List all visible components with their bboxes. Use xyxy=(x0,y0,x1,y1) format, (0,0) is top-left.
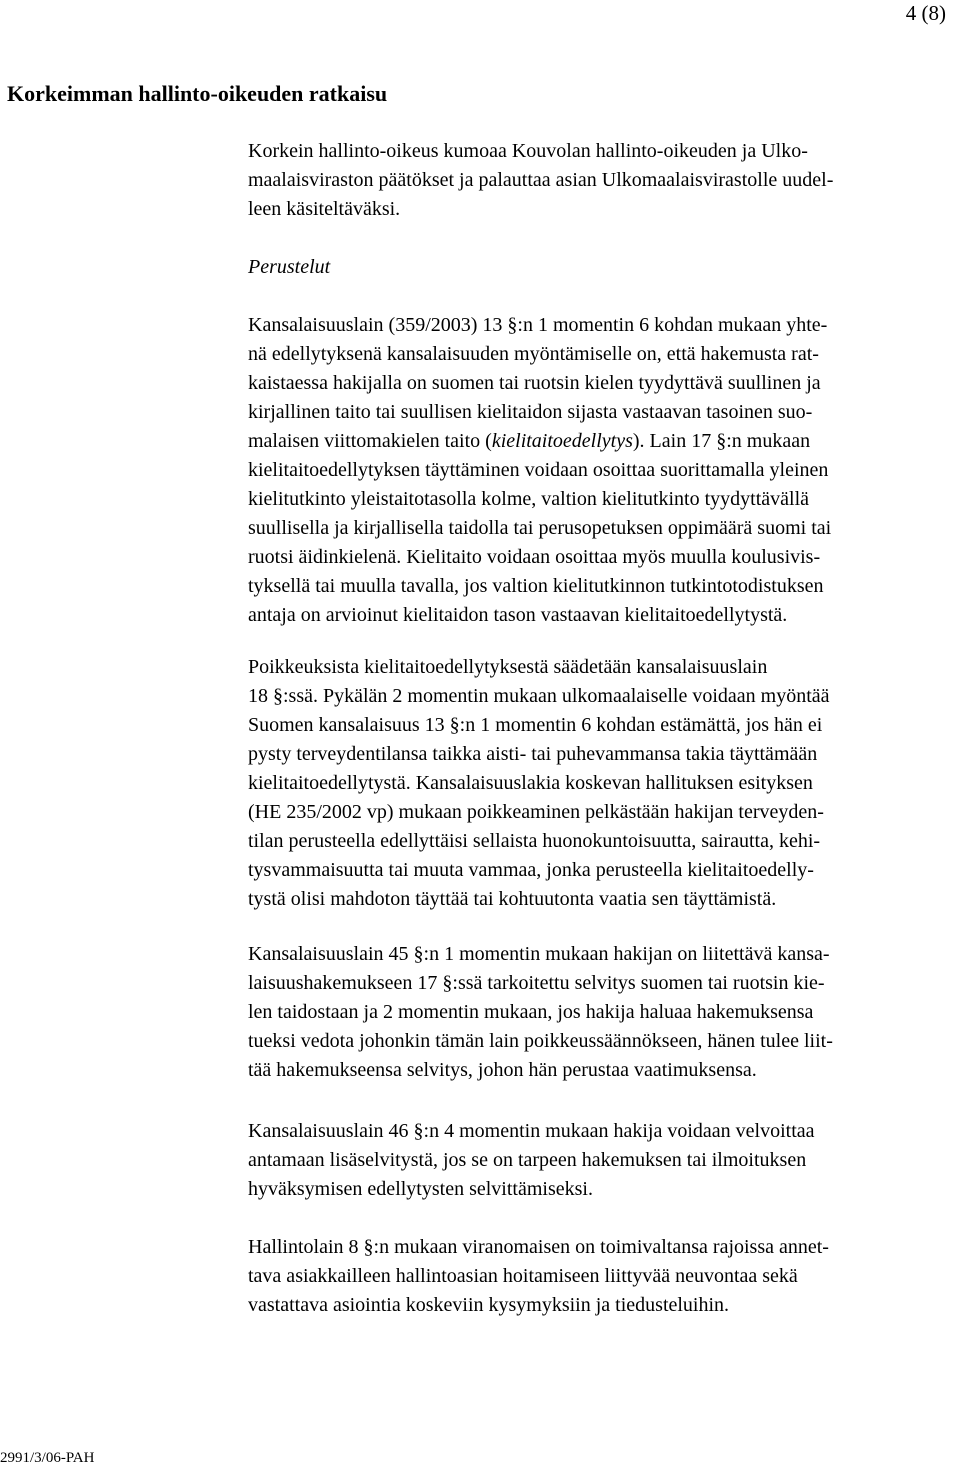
paragraph-2: Poikkeuksista kielitaitoedellytyksestä säädetään kansalaisuuslain 18 §:ssä. Pykälän 2 momentin mukaan ulkomaalaiselle voidaan myöntää Suomen kansalaisuus 13 §:n 1 momentin 6 kohdan estämättä, jos hän ei pysty terveydentilansa taikka aisti- tai puhevammansa takia täyttämään kielitaitoedellytystä. Kansalaisuuslakia koskevan hallituksen esityksen (HE 235/2002 vp) mukaan poikkeaminen pelkästään hakijan terveyden- tilan perusteella edellyttäisi sellaista huonokuntoisuutta, sairautta, kehi- tysvammaisuutta tai muuta vammaa, jonka perusteella kielitaitoedelly- tystä olisi mahdoton täyttää tai kohtuutonta vaatia sen täyttämistä. xyxy=(248,656,830,910)
paragraph-1-block xyxy=(248,311,960,630)
paragraph-1-text-a: Kansalaisuuslain (359/2003) 13 §:n 1 momentin 6 kohdan mukaan yhte- nä edellytyksenä kansalaisuuden myöntämiselle on, että hakemusta rat- kaistaessa hakijalla on suomen tai ruotsin kielen tyydyttävä suullinen ja kirjallinen taito tai suullisen kielitaidon sijasta vastaavan tasoinen suo- malaisen viittomakielen taito ( xyxy=(248,314,828,452)
reasons-heading-block xyxy=(248,253,960,282)
paragraph-4-block xyxy=(248,1117,960,1204)
section-title-perustelut: Perustelut xyxy=(248,256,331,278)
paragraph-4: Kansalaisuuslain 46 §:n 4 momentin mukaan hakija voidaan velvoittaa antamaan lisäselvitystä, jos se on tarpeen hakemuksen tai ilmoituksen hyväksymisen edellytysten selvittämiseksi. xyxy=(248,1120,815,1200)
document-reference: 2991/3/06-PAH xyxy=(0,1450,95,1466)
paragraph-2-block xyxy=(248,653,960,914)
page-title: Korkeimman hallinto-oikeuden ratkaisu xyxy=(7,81,388,106)
paragraph-3: Kansalaisuuslain 45 §:n 1 momentin mukaan hakijan on liitettävä kansa- laisuushakemukseen 17 §:ssä tarkoitettu selvitys suomen tai ruotsin kie- len taidostaan ja 2 momentin mukaan, jos hakija haluaa hakemuksensa tueksi vedota johonkin tämän lain poikkeussäännökseen, hänen tulee liit- tää hakemukseensa selvitys, johon hän perustaa vaatimuksensa. xyxy=(248,943,833,1081)
paragraph-5: Hallintolain 8 §:n mukaan viranomaisen on toimivaltansa rajoissa annet- tava asiakkailleen hallintoasian hoitamiseen liittyvää neuvontaa sekä vastattava asiointia koskeviin kysymyksiin ja tiedusteluihin. xyxy=(248,1236,829,1316)
paragraph-5-block xyxy=(248,1233,960,1320)
decision-block xyxy=(248,137,960,224)
paragraph-3-block xyxy=(248,940,960,1085)
paragraph-1-text-b: ). Lain 17 §:n mukaan kielitaitoedellytyksen täyttäminen voidaan osoittaa suorittamalla yleinen kielitutkinto yleistaitotasolla kolme, valtion kielitutkinto tyydyttävällä suullisella ja kirjallisella taidolla tai perusopetuksen oppimäärä suomi tai ruotsi äidinkielenä. Kielitaito voidaan osoittaa myös muulla koulusivis- tyksellä tai muulla tavalla, jos valtion kielitutkinnon tutkintotodistuksen antaja on arvioinut kielitaidon tason vastaavan kielitaitoedellytystä. xyxy=(248,430,832,626)
decision-paragraph: Korkein hallinto-oikeus kumoaa Kouvolan hallinto-oikeuden ja Ulko- maalaisviraston päätökset ja palauttaa asian Ulkomaalaisvirastolle uudel- leen käsiteltäväksi. xyxy=(248,140,834,220)
paragraph-1-italic-term: kielitaitoedellytys xyxy=(491,430,633,452)
paragraph-1 xyxy=(248,311,960,630)
page-number: 4 (8) xyxy=(905,1,946,25)
